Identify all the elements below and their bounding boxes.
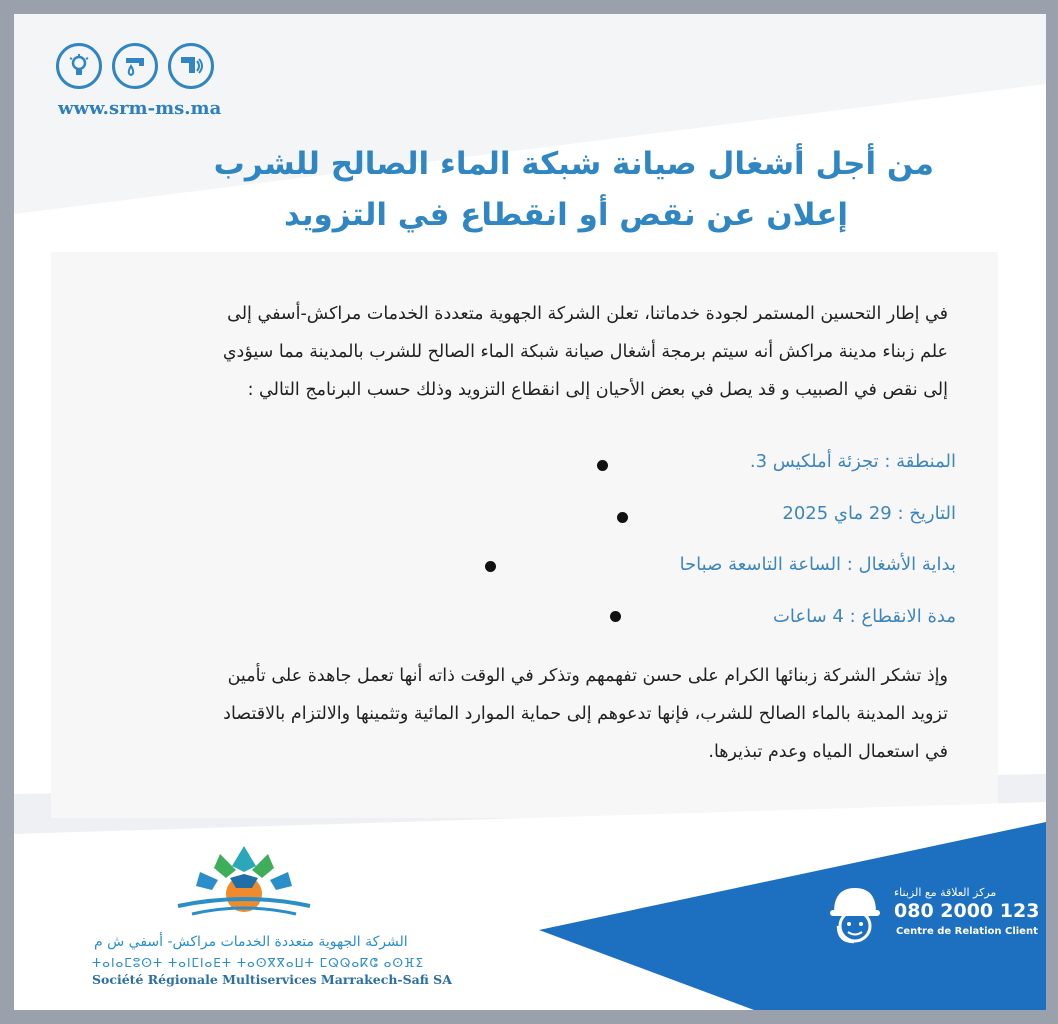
intro-line: في إطار التحسين المستمر لجودة خدماتنا، تعلن الشركة الجهوية متعددة الخدمات مراكش-أسفي إلى — [227, 304, 948, 324]
client-center-phone[interactable]: 080 2000 123 — [894, 900, 1040, 922]
website-link[interactable]: www.srm-ms.ma — [58, 98, 222, 119]
title-line-2: إعلان عن نقص أو انقطاع في التزويد — [283, 197, 848, 233]
client-center-label-ar: مركز العلاقة مع الزبناء — [894, 886, 997, 899]
bullet-dot — [485, 561, 496, 572]
closing-paragraph — [98, 657, 948, 771]
water-tap-icon — [112, 43, 158, 89]
sanitation-pipe-icon — [168, 43, 214, 89]
bullet-dot — [610, 611, 621, 622]
closing-line: تزويد المدينة بالماء الصالح للشرب، فإنها تدعوهم إلى حماية الموارد المائية وتثمينها والالتزام بالاقتصاد — [223, 704, 948, 724]
detail-duration: مدة الانقطاع : 4 ساعات — [772, 606, 956, 627]
bullet-dot — [617, 512, 628, 523]
client-center-label-fr: Centre de Relation Client — [896, 926, 1038, 937]
company-name-fr: Société Régionale Multiservices Marrakech-Safi SA — [92, 972, 452, 987]
content-panel — [51, 252, 998, 818]
title-line-1: من أجل أشغال صيانة شبكة الماء الصالح للشرب — [213, 146, 934, 182]
call-agent-icon — [824, 882, 886, 948]
company-name-ar: الشركة الجهوية متعددة الخدمات مراكش- أسفي ش م — [94, 934, 408, 950]
detail-date: التاريخ : 29 ماي 2025 — [782, 503, 956, 524]
intro-line: إلى نقص في الصبيب و قد يصل في بعض الأحيان إلى انقطاع التزويد وذلك حسب البرنامج التالي : — [247, 380, 948, 400]
srm-logo-icon — [164, 842, 324, 922]
detail-start: بداية الأشغال : الساعة التاسعة صباحا — [679, 554, 956, 575]
client-center — [824, 882, 1040, 952]
company-name-tifinagh: ⵜⴰⵏⴰⵎⵓⵙⵜ ⵜⴰⵏⵎⵏⴰⴹⵜ ⵜⴰⵙⴳⴳⴰⵡⵜ ⵎⵕⵕⴰⴽⵛ ⴰⵙⴼⵉ — [92, 956, 425, 970]
detail-zone: المنطقة : تجزئة أملكيس 3. — [749, 451, 956, 472]
lightbulb-icon — [56, 43, 102, 89]
closing-line: وإذ تشكر الشركة زبنائها الكرام على حسن تفهمهم وتذكر في الوقت ذاته أنها تعمل جاهدة على تأمين — [227, 666, 948, 686]
service-icons — [56, 43, 214, 89]
intro-paragraph — [98, 295, 948, 409]
announcement-card — [14, 14, 1046, 1010]
bullet-dot — [597, 460, 608, 471]
intro-line: علم زبناء مدينة مراكش أنه سيتم برمجة أشغال صيانة شبكة الماء الصالح للشرب بالمدينة مما سيؤدي — [222, 342, 948, 362]
closing-line: في استعمال المياه وعدم تبذيرها. — [708, 742, 948, 762]
